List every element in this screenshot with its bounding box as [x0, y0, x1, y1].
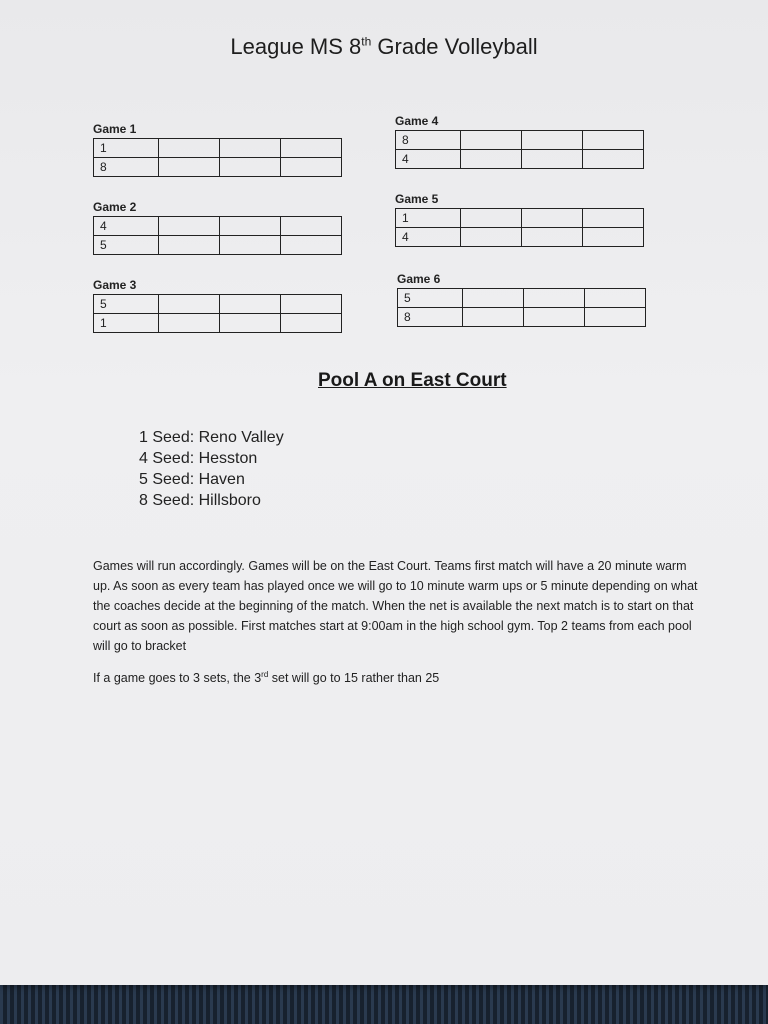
seed-item: 1 Seed: Reno Valley [139, 429, 284, 446]
score-cell [220, 217, 281, 236]
team-cell: 1 [94, 139, 159, 158]
score-cell [461, 228, 522, 247]
game-1 [93, 122, 342, 177]
score-cell [159, 314, 220, 333]
seed-item: 4 Seed: Hesston [139, 450, 258, 467]
page-title: League MS 8th Grade Volleyball [230, 34, 538, 59]
game-5 [395, 192, 644, 247]
team-cell: 5 [398, 289, 463, 308]
score-cell [522, 228, 583, 247]
game-2 [93, 200, 342, 255]
team-cell: 4 [396, 150, 461, 169]
score-cell [463, 308, 524, 327]
team-cell: 1 [94, 314, 159, 333]
game-6 [397, 272, 646, 327]
score-cell [583, 228, 644, 247]
score-cell [522, 131, 583, 150]
game-label: Game 5 [395, 192, 439, 206]
game-label: Game 2 [93, 200, 137, 214]
pool-heading: Pool A on East Court [318, 370, 507, 391]
team-cell: 5 [94, 295, 159, 314]
score-cell [281, 217, 342, 236]
score-cell [220, 158, 281, 177]
score-cell [524, 308, 585, 327]
team-cell: 8 [396, 131, 461, 150]
score-table [395, 208, 644, 247]
score-cell [585, 308, 646, 327]
team-cell: 4 [396, 228, 461, 247]
team-cell: 8 [398, 308, 463, 327]
score-cell [159, 139, 220, 158]
score-cell [461, 209, 522, 228]
score-cell [220, 139, 281, 158]
score-cell [461, 150, 522, 169]
score-cell [585, 289, 646, 308]
score-cell [281, 158, 342, 177]
score-cell [524, 289, 585, 308]
team-cell: 1 [396, 209, 461, 228]
score-cell [220, 236, 281, 255]
game-label: Game 4 [395, 114, 439, 128]
score-cell [281, 139, 342, 158]
score-cell [461, 131, 522, 150]
score-table [93, 138, 342, 177]
team-cell: 8 [94, 158, 159, 177]
score-table [93, 294, 342, 333]
game-label: Game 6 [397, 272, 441, 286]
score-cell [583, 150, 644, 169]
seed-item: 5 Seed: Haven [139, 471, 245, 488]
instructions-paragraph: Games will run accordingly. Games will be on the East Court. Teams first match will have a 20 minute warm up. As soon as every team has played once we will go to 10 minute warm ups or 5 minute depending on what the coaches decide at the beginning of the match. When the net is available the next match is to start on that court as soon as possible. First matches start at 9:00am in the high school gym. Top 2 teams from each pool will go to bracket [93, 559, 698, 653]
score-cell [281, 295, 342, 314]
score-cell [220, 295, 281, 314]
score-cell [583, 209, 644, 228]
score-cell [463, 289, 524, 308]
score-cell [159, 236, 220, 255]
game-label: Game 3 [93, 278, 137, 292]
score-table [397, 288, 646, 327]
team-cell: 4 [94, 217, 159, 236]
score-cell [281, 236, 342, 255]
score-cell [159, 158, 220, 177]
game-3 [93, 278, 342, 333]
score-cell [281, 314, 342, 333]
game-4 [395, 114, 644, 169]
team-cell: 5 [94, 236, 159, 255]
score-cell [159, 217, 220, 236]
seed-item: 8 Seed: Hillsboro [139, 492, 261, 509]
score-cell [159, 295, 220, 314]
score-table [93, 216, 342, 255]
score-cell [583, 131, 644, 150]
third-set-note: If a game goes to 3 sets, the 3rd set will go to 15 rather than 25 [93, 670, 440, 686]
seed-list [139, 427, 284, 511]
game-label: Game 1 [93, 122, 137, 136]
score-cell [522, 209, 583, 228]
score-cell [522, 150, 583, 169]
score-cell [220, 314, 281, 333]
score-table [395, 130, 644, 169]
